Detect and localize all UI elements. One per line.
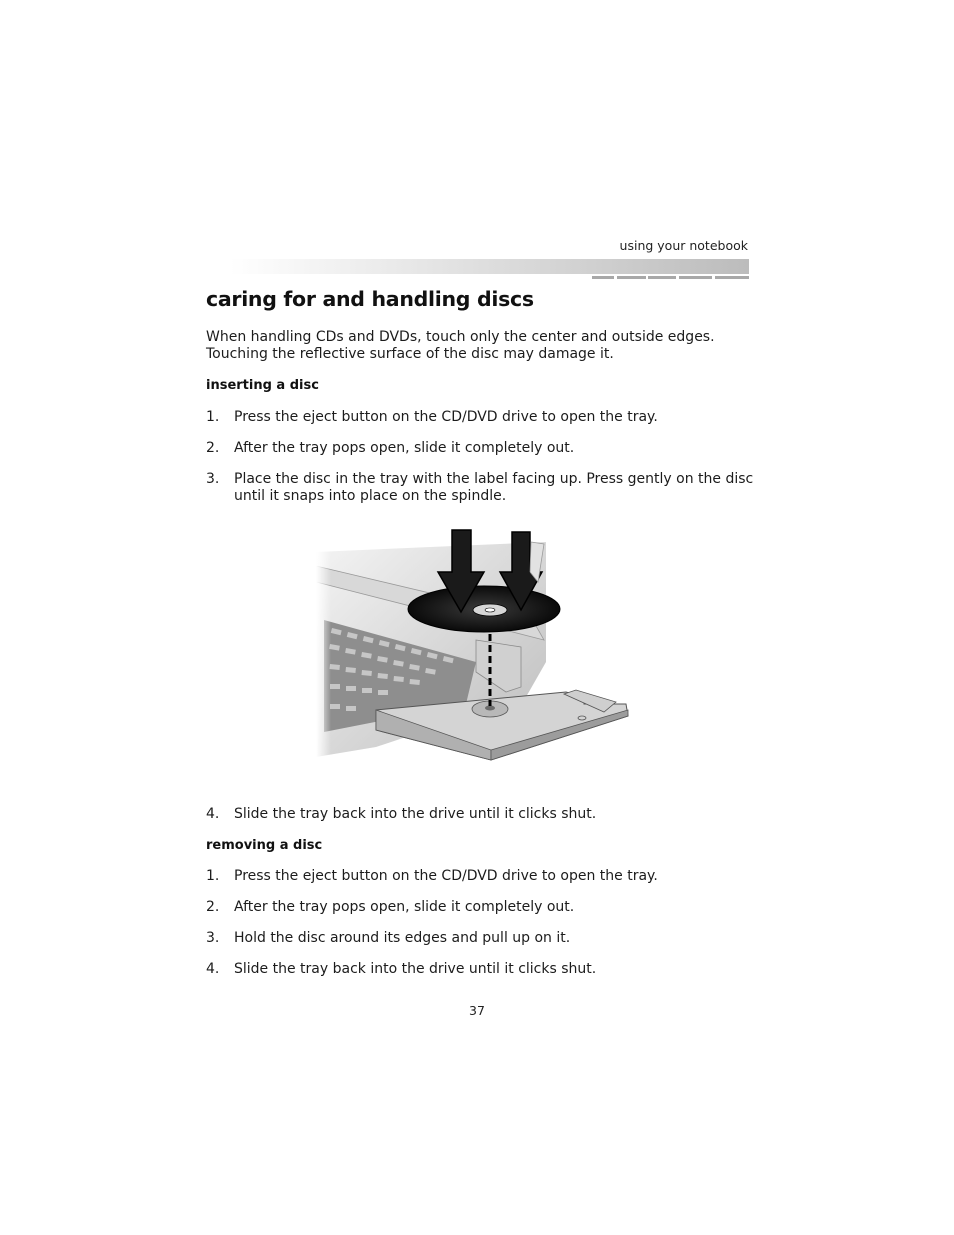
header-dash (679, 276, 712, 279)
step-text: Hold the disc around its edges and pull up on it. (234, 930, 571, 946)
step-number: 3. (206, 471, 220, 487)
step-text: After the tray pops open, slide it completely out. (234, 899, 575, 915)
step-text: After the tray pops open, slide it completely out. (234, 440, 575, 456)
step-text: Press the eject button on the CD/DVD drive to open the tray. (234, 409, 658, 425)
step-text: Slide the tray back into the drive until it clicks shut. (234, 806, 597, 822)
removing-heading: removing a disc (206, 838, 323, 853)
step-text: Press the eject button on the CD/DVD drive to open the tray. (234, 868, 658, 884)
disc-insert-illustration (316, 522, 646, 780)
step-number: 1. (206, 409, 220, 425)
step-text: Slide the tray back into the drive until it clicks shut. (234, 961, 597, 977)
step-number: 4. (206, 806, 220, 822)
step-number: 2. (206, 899, 220, 915)
page-title: caring for and handling discs (206, 287, 534, 311)
step-number: 2. (206, 440, 220, 456)
step-text: Place the disc in the tray with the label facing up. Press gently on the disc (234, 471, 754, 487)
step-number: 1. (206, 868, 220, 884)
header-dash (617, 276, 646, 279)
page-number: 37 (469, 1003, 485, 1018)
intro-line: When handling CDs and DVDs, touch only the center and outside edges. (206, 329, 715, 345)
step-number: 4. (206, 961, 220, 977)
step-number: 3. (206, 930, 220, 946)
inserting-heading: inserting a disc (206, 378, 319, 393)
header-dash (648, 276, 676, 279)
header-dash (715, 276, 749, 279)
header-gradient-bar (230, 259, 749, 274)
step-text: until it snaps into place on the spindle. (234, 488, 507, 504)
header-dash (592, 276, 614, 279)
intro-line: Touching the reflective surface of the disc may damage it. (206, 346, 614, 362)
section-label: using your notebook (619, 238, 748, 253)
